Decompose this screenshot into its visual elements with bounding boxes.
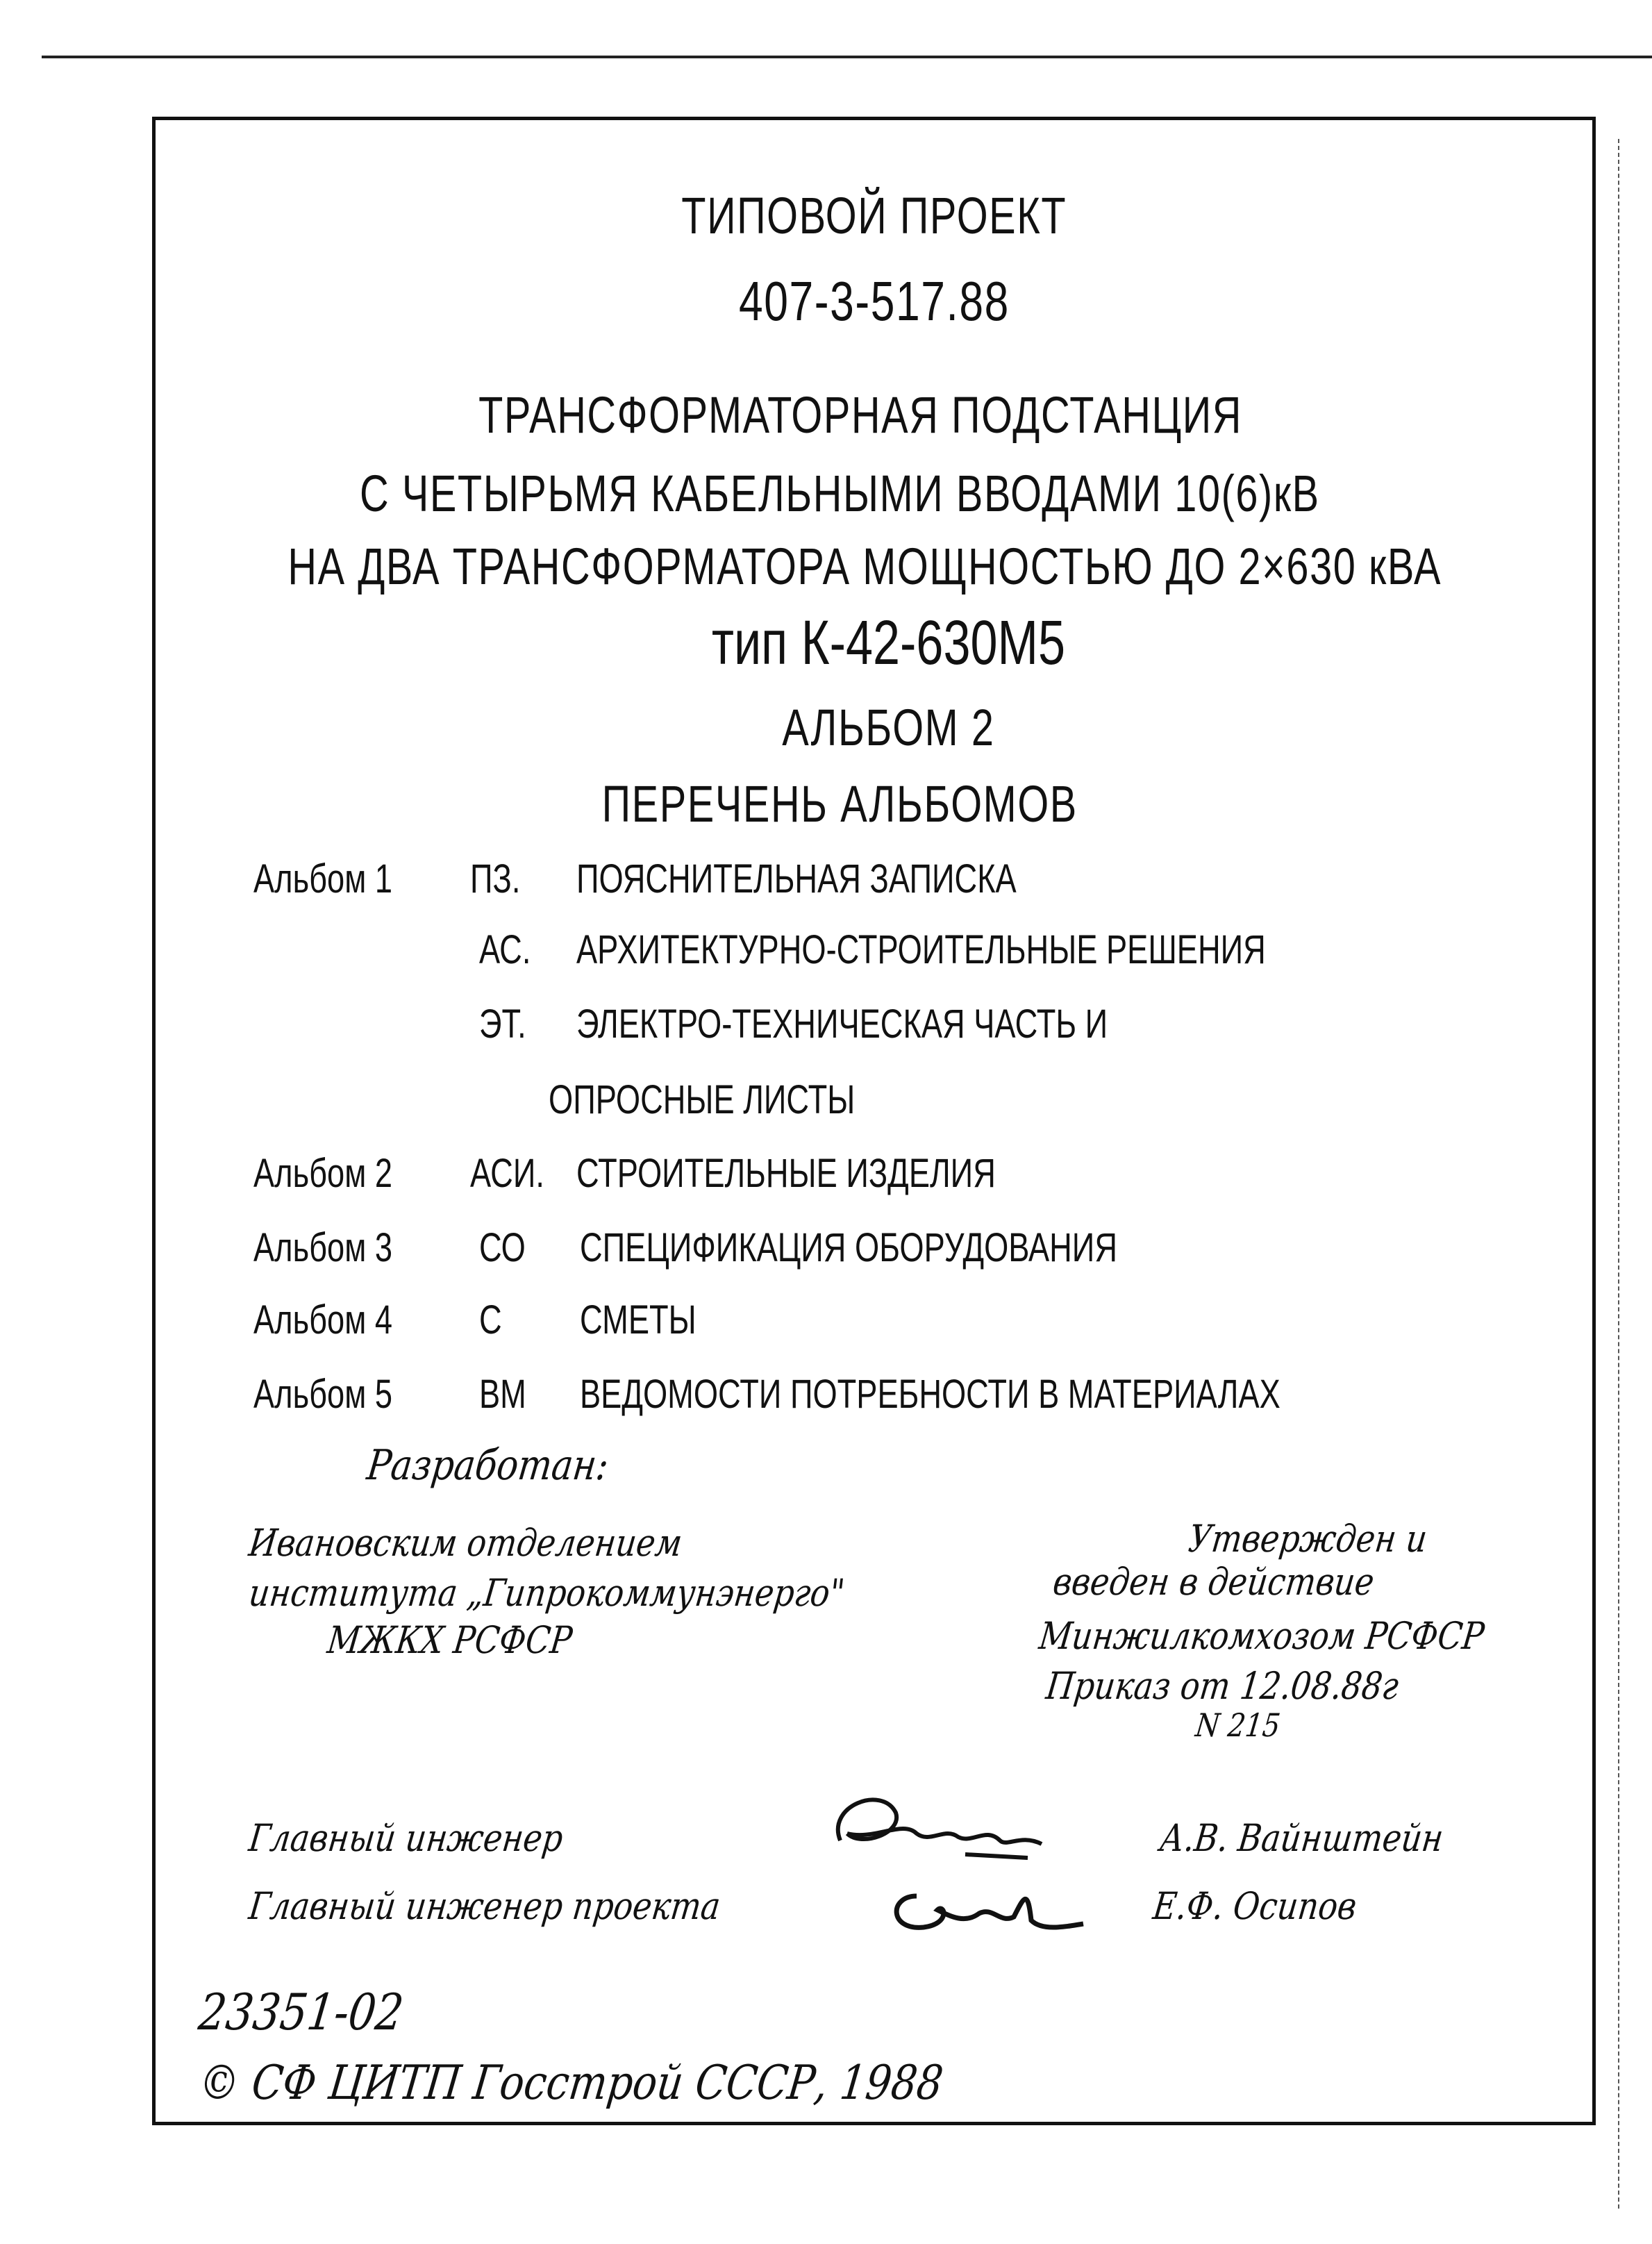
album-desc: СТРОИТЕЛЬНЫЕ ИЗДЕЛИЯ	[576, 1151, 996, 1196]
album-desc: ВЕДОМОСТИ ПОТРЕБНОСТИ В МАТЕРИАЛАХ	[580, 1372, 1280, 1417]
approved-line-4: Приказ от 12.08.88г	[1044, 1664, 1401, 1708]
top-rule	[42, 56, 1652, 58]
developed-label: Разработан:	[364, 1441, 612, 1490]
title-line-1: ТРАНСФОРМАТОРНАЯ ПОДСТАНЦИЯ	[478, 386, 1243, 444]
album-code: АС.	[479, 927, 531, 972]
album-label: Альбом 3	[253, 1225, 393, 1270]
signature-project-engineer	[875, 1868, 1097, 1945]
approved-line-3: Минжилкомхозом РСФСР	[1037, 1614, 1487, 1658]
album-desc: СПЕЦИФИКАЦИЯ ОБОРУДОВАНИЯ	[580, 1225, 1117, 1270]
approved-line-1: Утвержден и	[1186, 1517, 1430, 1561]
title-line-3: НА ДВА ТРАНСФОРМАТОРА МОЩНОСТЬЮ ДО 2×630 кВА	[287, 538, 1442, 595]
album-number: АЛЬБОМ 2	[782, 699, 995, 756]
album-label: Альбом 2	[253, 1151, 393, 1196]
project-number: 407-3-517.88	[738, 270, 1010, 332]
album-desc: ОПРОСНЫЕ ЛИСТЫ	[549, 1077, 856, 1122]
signature-role-chief-engineer: Главный инженер	[247, 1816, 566, 1860]
album-code: СО	[479, 1225, 526, 1270]
album-desc: СМЕТЫ	[580, 1297, 696, 1343]
cut-line	[1618, 139, 1621, 2209]
signature-name-chief-engineer: А.В. Вайнштейн	[1158, 1816, 1446, 1860]
signature-name-project-engineer: Е.Ф. Осипов	[1151, 1884, 1359, 1928]
title-line-2: С ЧЕТЫРЬМЯ КАБЕЛЬНЫМИ ВВОДАМИ 10(6)кВ	[360, 465, 1320, 522]
album-code: ПЗ.	[470, 856, 521, 901]
album-label: Альбом 4	[253, 1297, 393, 1343]
developed-line-2: института „Гипрокоммунэнерго"	[247, 1571, 847, 1615]
inventory-number: 23351-02	[195, 1983, 407, 2041]
album-desc: АРХИТЕКТУРНО-СТРОИТЕЛЬНЫЕ РЕШЕНИЯ	[576, 927, 1266, 972]
album-desc: ПОЯСНИТЕЛЬНАЯ ЗАПИСКА	[576, 856, 1017, 901]
album-label: Альбом 5	[253, 1372, 393, 1417]
albums-heading: ПЕРЕЧЕНЬ АЛЬБОМОВ	[601, 775, 1078, 833]
approved-line-2: введен в действие	[1051, 1560, 1377, 1604]
developed-line-1: Ивановским отделением	[247, 1521, 685, 1565]
substation-type: тип К-42-630М5	[711, 608, 1066, 678]
album-code: ЭТ.	[479, 1002, 526, 1047]
album-label: Альбом 1	[253, 856, 393, 901]
copyright: © СФ ЦИТП Госстрой СССР, 1988	[196, 2056, 946, 2111]
signature-chief-engineer	[799, 1778, 1076, 1882]
album-code: АСИ.	[470, 1151, 544, 1196]
approved-line-5: N 215	[1193, 1706, 1283, 1744]
album-code: С	[479, 1297, 502, 1343]
project-type: ТИПОВОЙ ПРОЕКТ	[681, 187, 1067, 244]
signature-role-project-engineer: Главный инженер проекта	[247, 1884, 723, 1928]
album-code: ВМ	[479, 1372, 526, 1417]
album-desc: ЭЛЕКТРО-ТЕХНИЧЕСКАЯ ЧАСТЬ И	[576, 1002, 1108, 1047]
developed-line-3: МЖКХ РСФСР	[325, 1618, 575, 1662]
